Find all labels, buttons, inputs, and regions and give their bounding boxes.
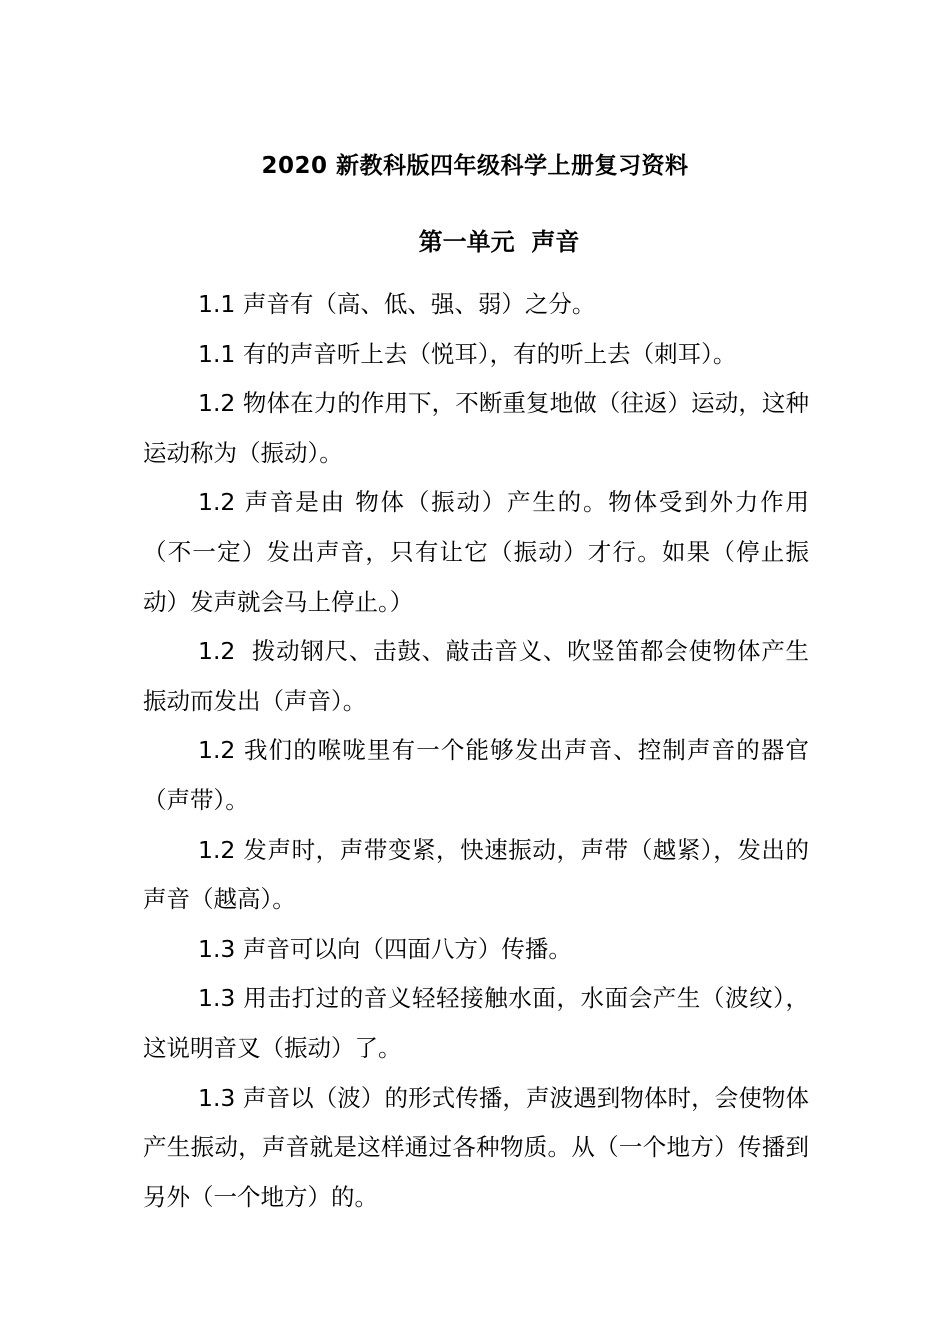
paragraph: 1.2 声音是由 物体（振动）产生的。物体受到外力作用（不一定）发出声音，只有让它（振动）才行。如果（停止振动）发声就会马上停止。） <box>143 488 809 616</box>
paragraph: 1.2 我们的喉咙里有一个能够发出声音、控制声音的器官（声带）。 <box>143 736 809 814</box>
document-title: 2020 新教科版四年级科学上册复习资料 <box>261 153 689 179</box>
paragraph: 1.1 有的声音听上去（悦耳），有的听上去（刺耳）。 <box>198 339 737 368</box>
paragraph: 1.2 发声时，声带变紧，快速振动，声带（越紧），发出的声音（越高）。 <box>143 835 809 914</box>
paragraph: 1.3 用击打过的音义轻轻接触水面，水面会产生（波纹），这说明音叉（振动）了。 <box>143 984 809 1062</box>
unit-heading: 第一单元 声音 <box>418 228 580 256</box>
paragraph: 1.2 物体在力的作用下，不断重复地做（往返）运动，这种运动称为（振动）。 <box>143 389 809 467</box>
paragraph: 1.1 声音有（高、低、强、弱）之分。 <box>198 290 596 318</box>
paragraph: 1.3 声音以（波）的形式传播，声波遇到物体时，会使物体产生振动，声音就是这样通过各种物质。从（一个地方）传播到另外（一个地方）的。 <box>143 1083 809 1211</box>
document-body <box>143 280 809 1222</box>
paragraph: 1.2 拨动钢尺、击鼓、敲击音义、吹竖笛都会使物体产生振动而发出（声音）。 <box>143 637 809 715</box>
paragraph: 1.3 声音可以向（四面八方）传播。 <box>198 934 572 963</box>
